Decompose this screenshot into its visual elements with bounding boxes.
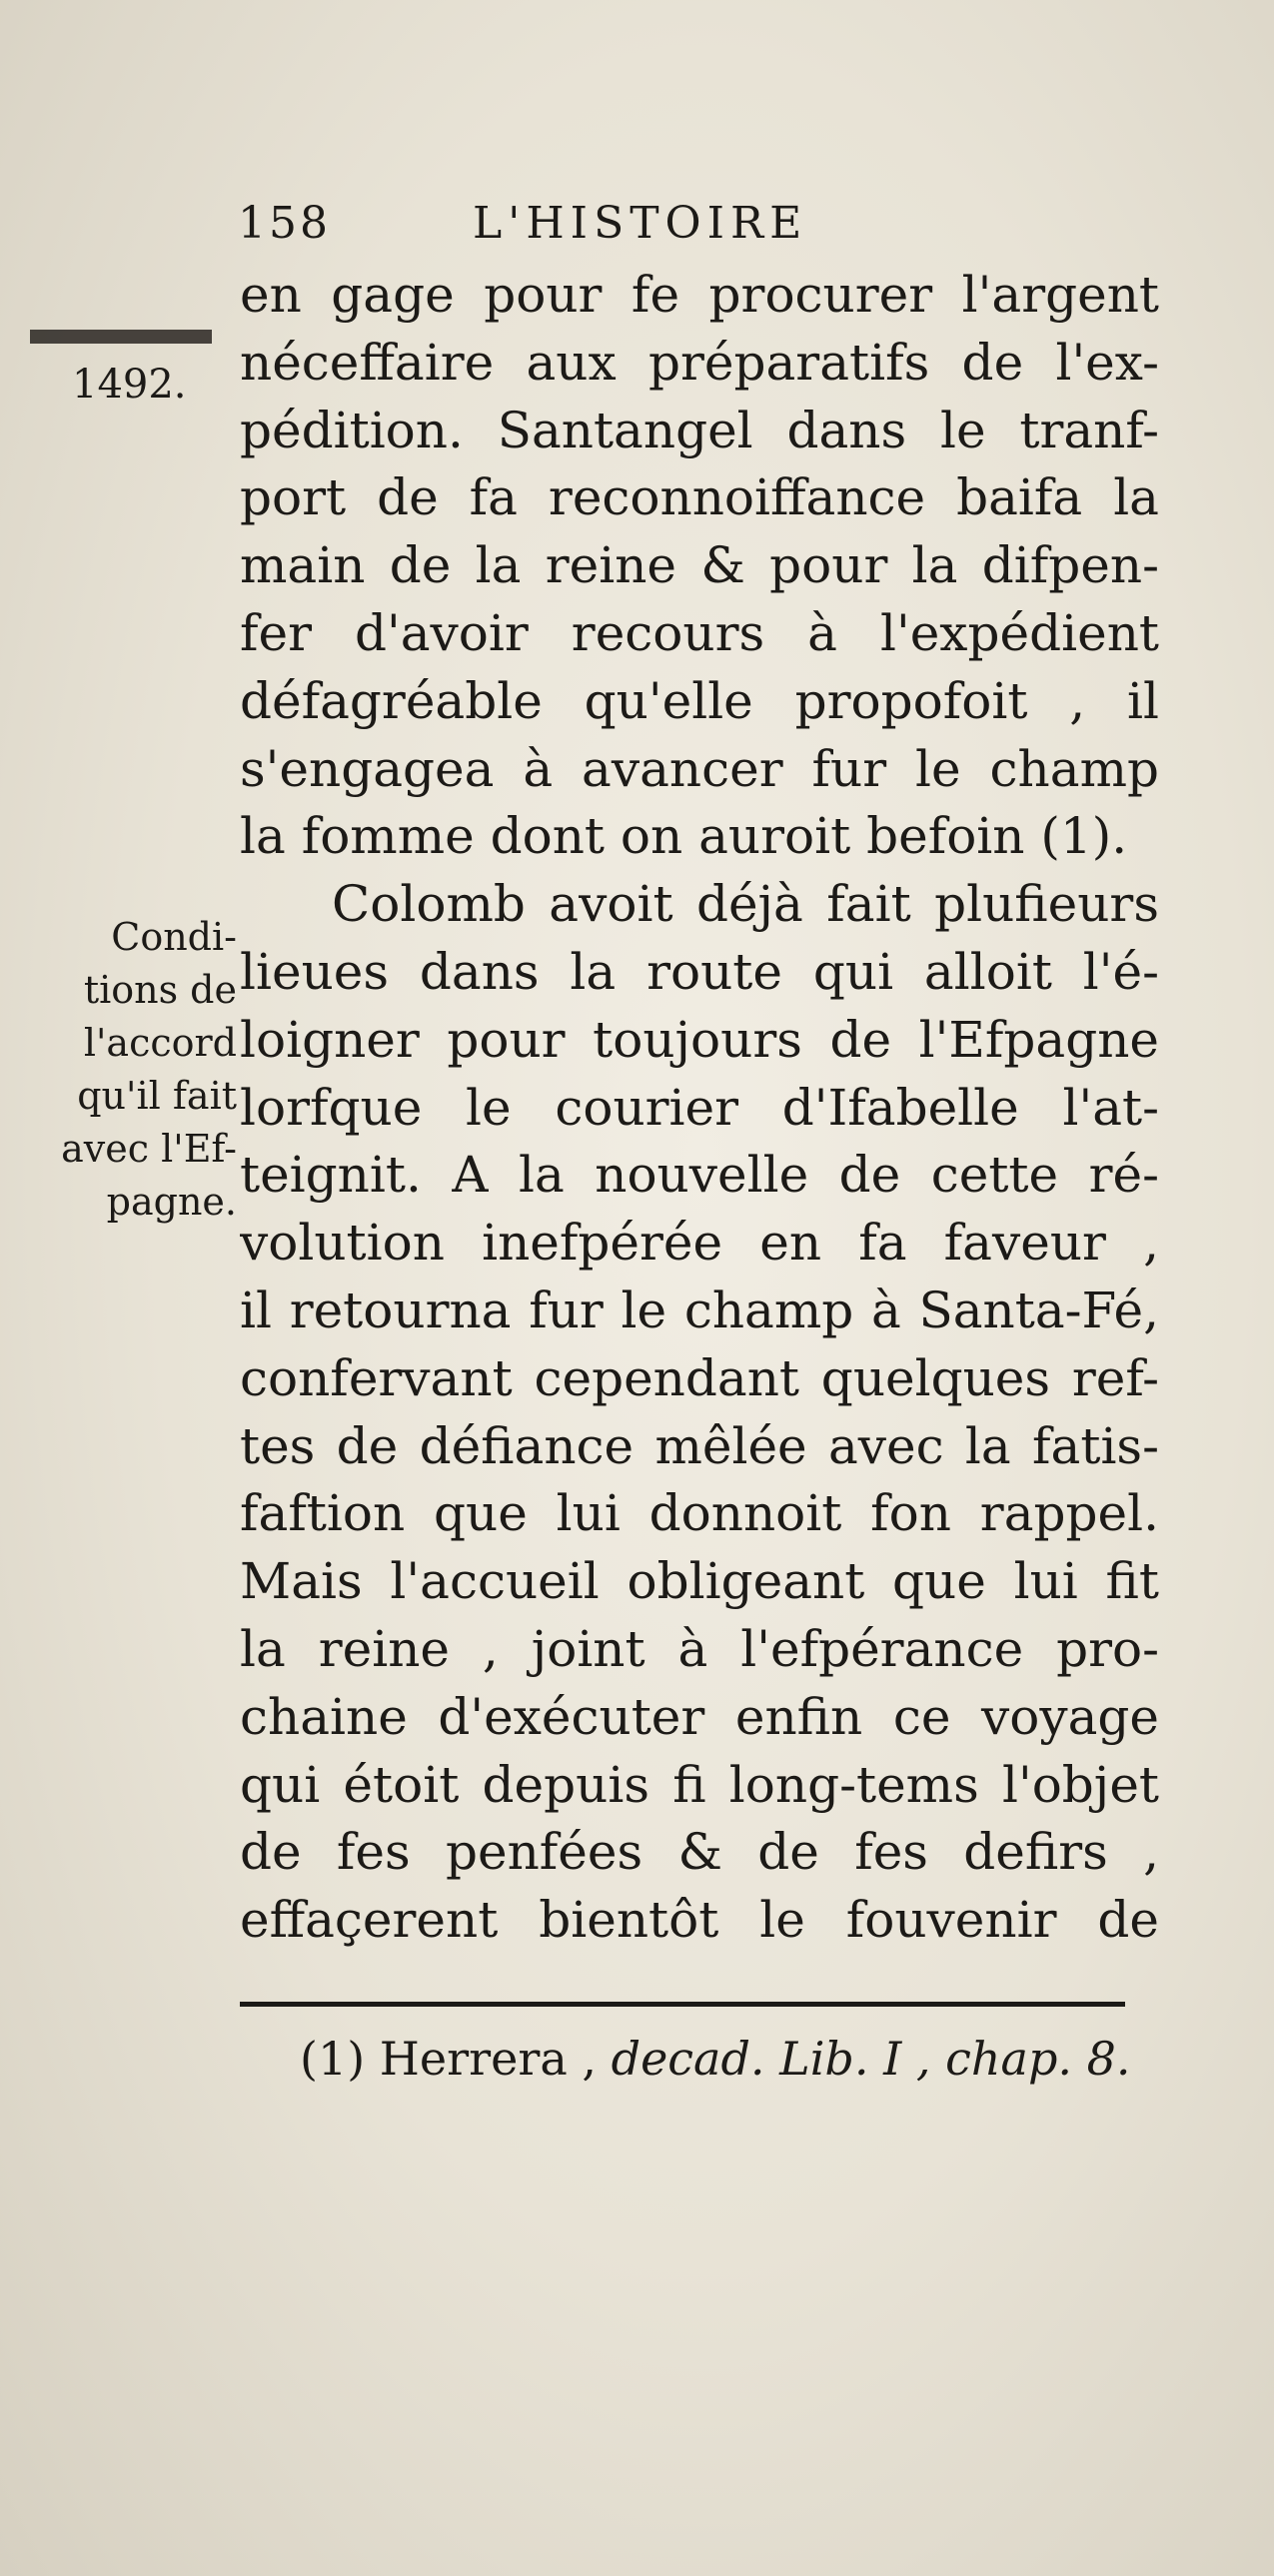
- text-line: la reine , joint à l'efpérance pro-: [240, 1619, 1159, 1678]
- text-line: fer d'avoir recours à l'expédient: [240, 603, 1159, 662]
- text-line: main de la reine & pour la difpen-: [240, 536, 1159, 595]
- text-line: effaçerent bientôt le fouvenir de: [240, 1891, 1159, 1950]
- sidenote-line: qu'il fait: [77, 1074, 237, 1118]
- text-line: lorfque le courier d'Ifabelle l'at-: [240, 1078, 1159, 1137]
- footnote: [300, 2032, 1131, 2086]
- text-line: en gage pour fe procurer l'argent: [240, 266, 1159, 324]
- text-line-paragraph-start: Colomb avoit déjà fait plufieurs: [332, 875, 1159, 934]
- sidenote-line: Condi-: [111, 915, 237, 959]
- text-line: la fomme dont on auroit befoin (1).: [240, 807, 1128, 866]
- sidenote-line: l'accord: [83, 1021, 237, 1065]
- text-line: confervant cependant quelques ref-: [240, 1348, 1159, 1407]
- text-line: s'engagea à avancer fur le champ: [240, 739, 1159, 798]
- marginal-sidenote: [22, 911, 237, 1229]
- footnote-divider: [240, 2002, 1125, 2007]
- text-line: faftion que lui donnoit fon rappel.: [240, 1484, 1159, 1543]
- text-line: volution inefpérée en fa faveur ,: [240, 1214, 1159, 1273]
- text-line: pédition. Santangel dans le tranf-: [240, 401, 1159, 459]
- text-line: il retourna fur le champ à Santa-Fé,: [240, 1281, 1159, 1339]
- text-line: lieues dans la route qui alloit l'é-: [240, 942, 1159, 1001]
- margin-ornament-rule: [30, 330, 212, 344]
- text-line: tes de défiance mêlée avec la fatis-: [240, 1416, 1159, 1475]
- running-title: L'HISTOIRE: [473, 198, 808, 249]
- text-line: qui étoit depuis fi long-tems l'objet: [240, 1755, 1159, 1814]
- text-line: Mais l'accueil obligeant que lui fit: [240, 1552, 1159, 1611]
- text-line: néceffaire aux préparatifs de l'ex-: [240, 333, 1159, 392]
- page-number: 158: [238, 198, 331, 249]
- text-line: teignit. A la nouvelle de cette ré-: [240, 1146, 1159, 1205]
- page-header: [238, 198, 1177, 268]
- footnote-marker: (1): [300, 2032, 366, 2086]
- text-line: de fes penfées & de fes defirs ,: [240, 1823, 1159, 1882]
- text-line: port de fa reconnoiffance baifa la: [240, 468, 1159, 527]
- text-line: chaine d'exécuter enfin ce voyage: [240, 1687, 1159, 1746]
- text-line: défagréable qu'elle propofoit , il: [240, 671, 1159, 730]
- footnote-author: Herrera ,: [379, 2032, 597, 2086]
- sidenote-line: pagne.: [106, 1180, 237, 1224]
- text-line: loigner pour toujours de l'Efpagne: [240, 1010, 1159, 1069]
- sidenote-line: tions de: [83, 968, 237, 1012]
- sidenote-line: avec l'Ef-: [61, 1127, 237, 1171]
- body-text: [240, 262, 1159, 1955]
- margin-year: 1492.: [72, 362, 187, 408]
- footnote-reference: decad. Lib. I , chap. 8.: [611, 2032, 1131, 2086]
